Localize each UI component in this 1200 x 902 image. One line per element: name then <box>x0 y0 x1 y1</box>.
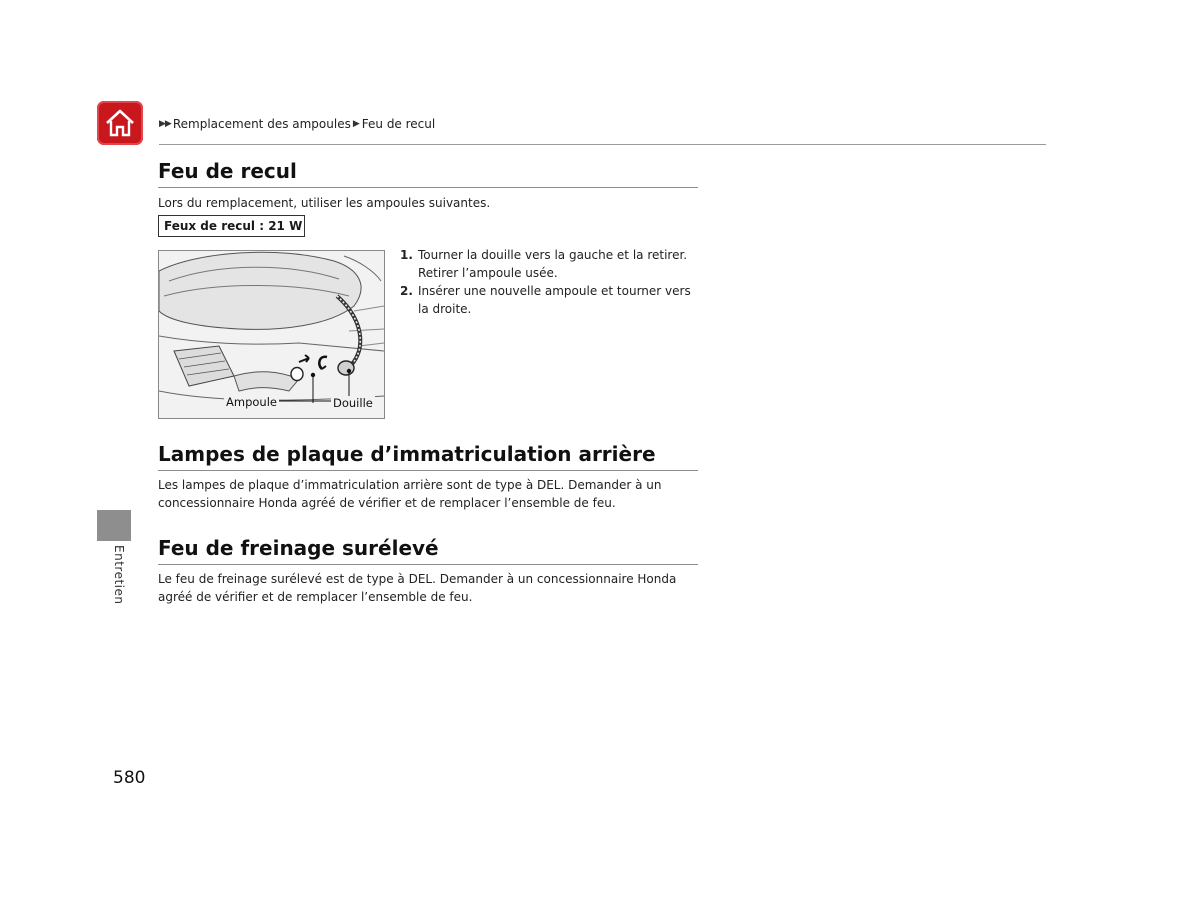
chapter-tab[interactable] <box>97 510 131 541</box>
procedure-steps <box>400 246 700 318</box>
section-title: Feu de recul <box>158 158 698 188</box>
step-number: 2. <box>400 284 413 298</box>
header-divider <box>159 144 1046 145</box>
step-item <box>400 246 700 282</box>
home-icon <box>104 108 136 138</box>
section-freinage <box>158 535 698 606</box>
figure-label-bulb: Ampoule <box>226 395 277 409</box>
page-number: 580 <box>113 768 146 788</box>
bulb-spec-box: Feux de recul : 21 W <box>158 215 305 237</box>
breadcrumb-arrows-icon: ▶▶ <box>159 119 171 129</box>
section-text: Le feu de freinage surélevé est de type à DEL. Demander à un concessionnaire Honda agréé de vérifier et de remplacer l’ensemble de feu. <box>158 572 677 604</box>
section-title: Lampes de plaque d’immatriculation arrière <box>158 441 698 471</box>
step-item <box>400 282 700 318</box>
step-number: 1. <box>400 248 413 262</box>
section-text: Les lampes de plaque d’immatriculation arrière sont de type à DEL. Demander à un concessionnaire Honda agréé de vérifier et de remplacer l’ensemble de feu. <box>158 478 662 510</box>
section-feu-recul <box>158 158 698 212</box>
breadcrumb <box>159 117 435 131</box>
chapter-label: Entretien <box>112 545 126 605</box>
breadcrumb-separator-icon: ▶ <box>352 119 360 129</box>
home-button[interactable] <box>97 101 143 145</box>
engine-bay-drawing <box>159 251 384 418</box>
section-title: Feu de freinage surélevé <box>158 535 698 565</box>
breadcrumb-item-bulbs[interactable]: Remplacement des ampoules <box>172 117 351 131</box>
figure-label-socket: Douille <box>333 396 373 410</box>
bulb-illustration <box>158 250 385 419</box>
section-intro: Lors du remplacement, utiliser les ampoules suivantes. <box>158 196 491 210</box>
section-plaque <box>158 441 698 512</box>
step-text: Tourner la douille vers la gauche et la retirer. Retirer l’ampoule usée. <box>418 248 688 280</box>
breadcrumb-item-current: Feu de recul <box>361 117 436 131</box>
step-text: Insérer une nouvelle ampoule et tourner vers la droite. <box>418 284 691 316</box>
